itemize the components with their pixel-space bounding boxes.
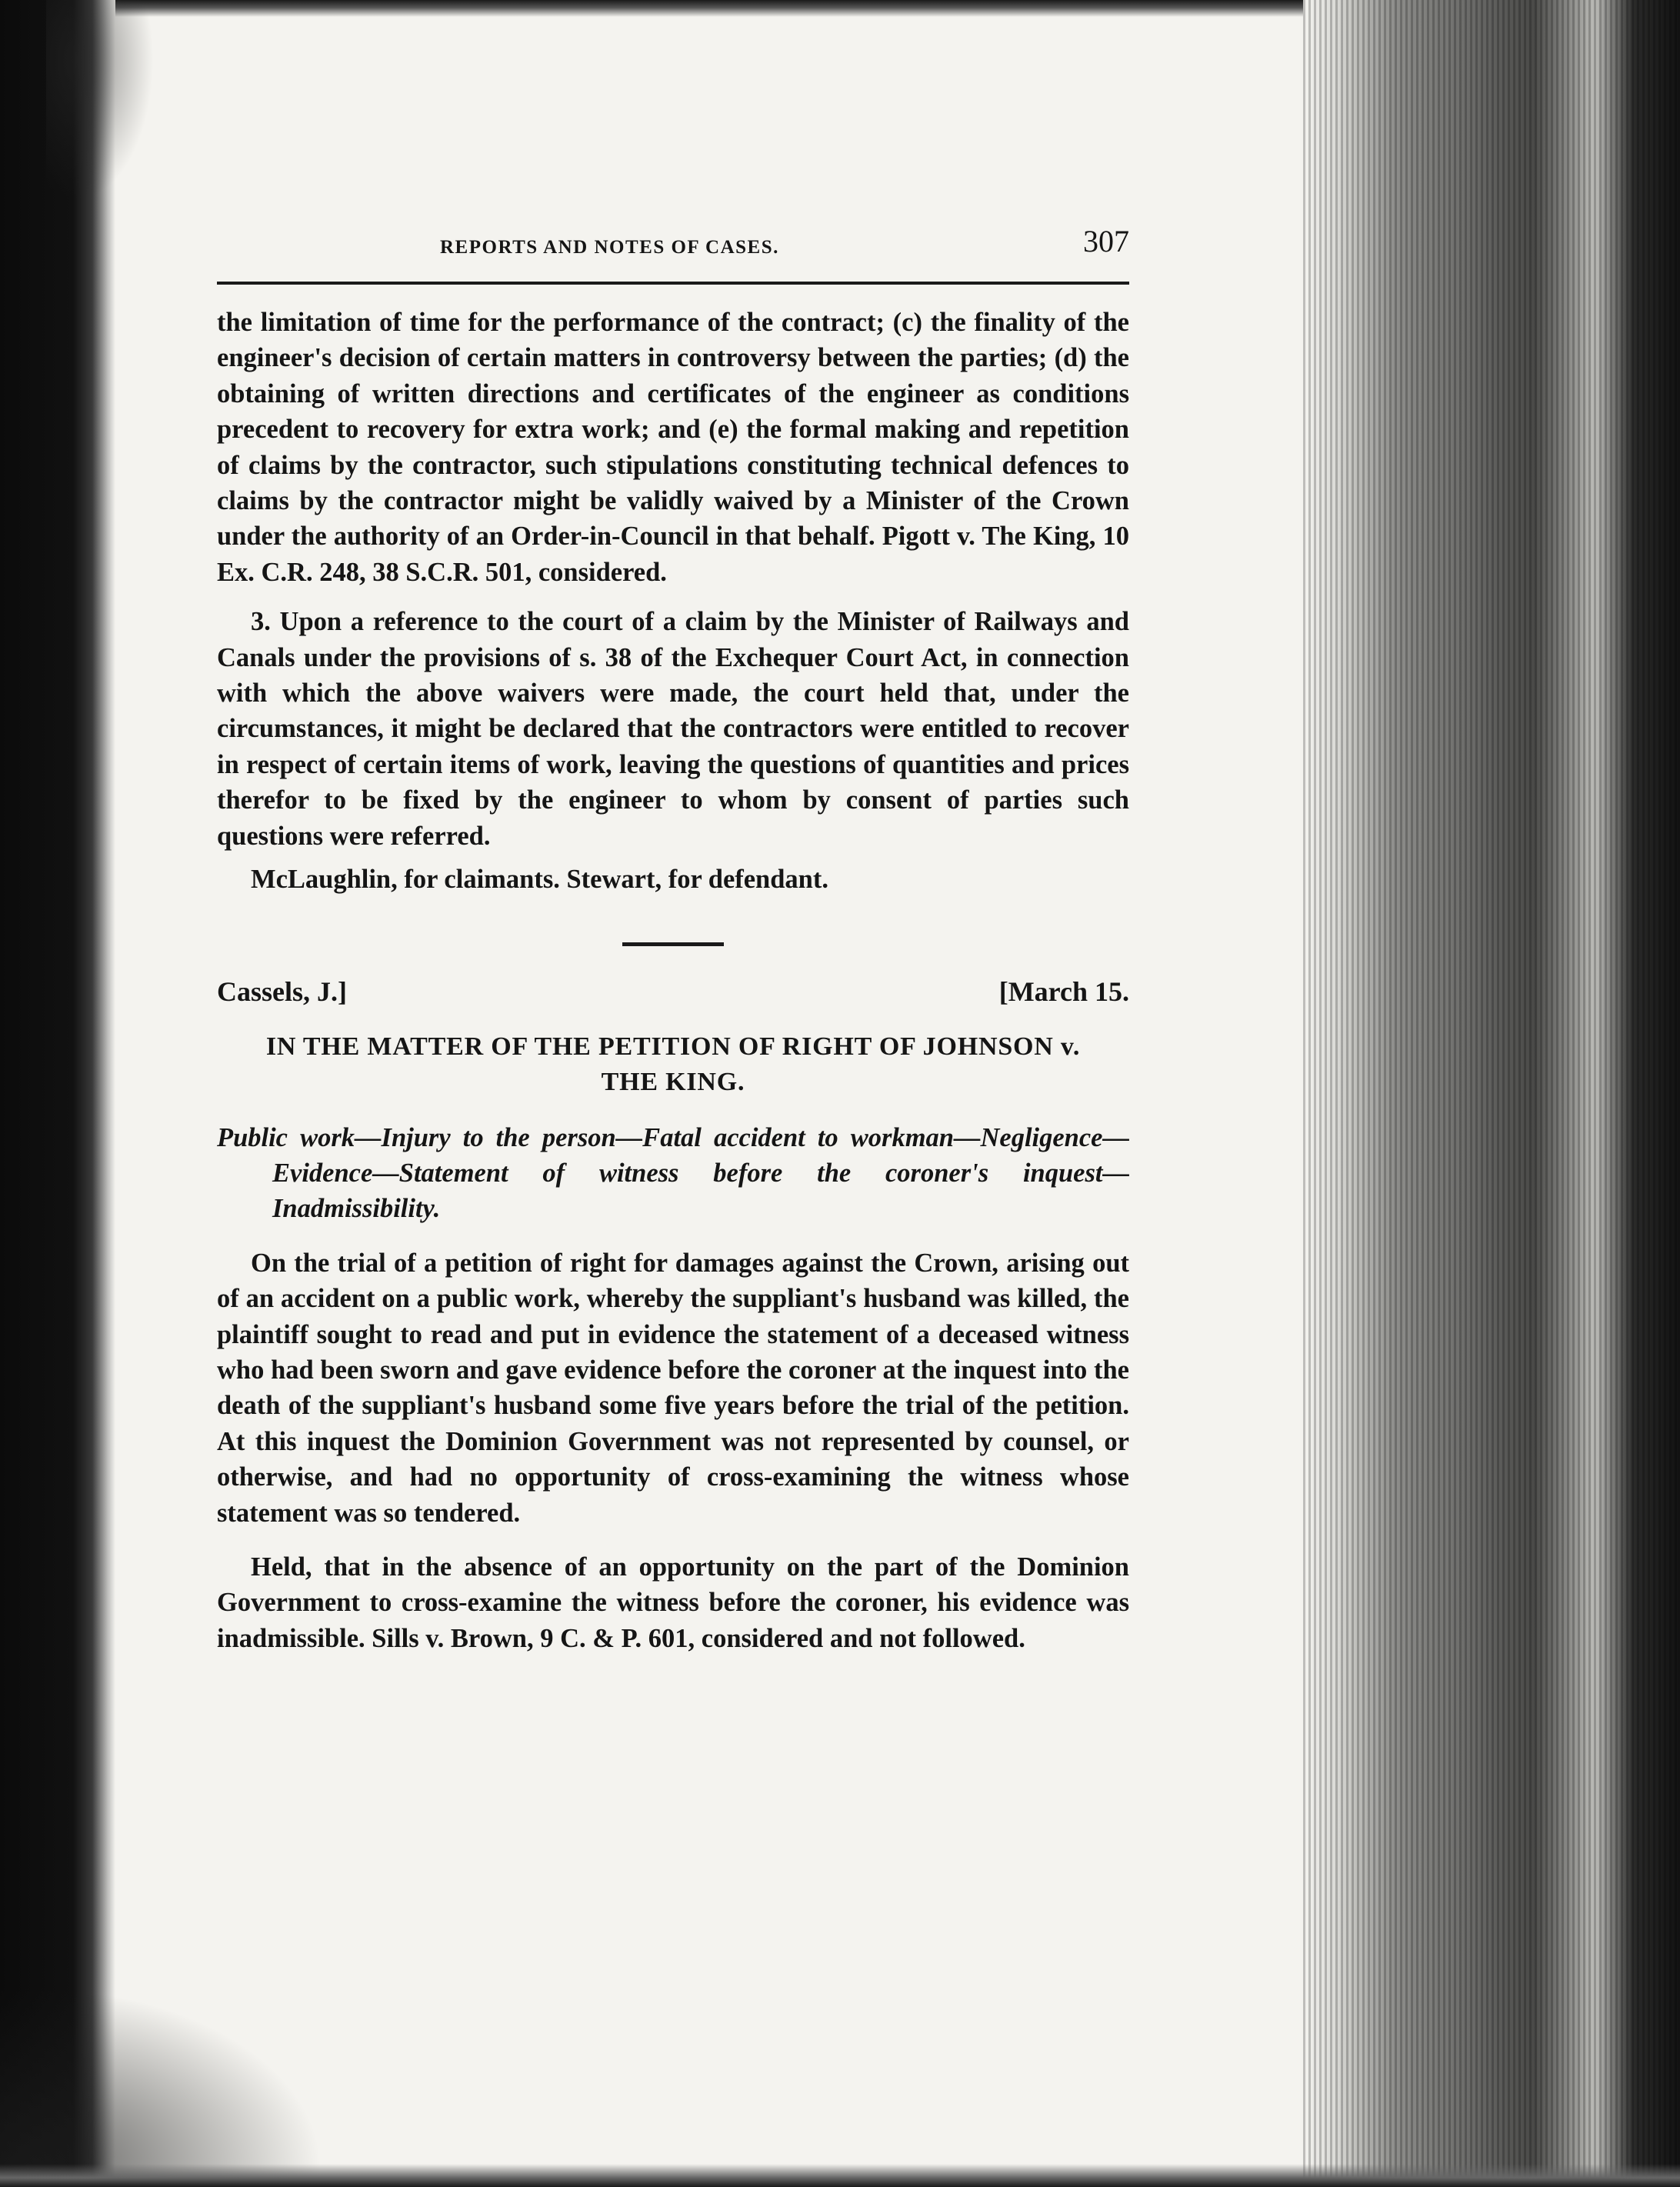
scan-noise (0, 1987, 323, 2187)
scan-border-left (0, 0, 115, 2187)
catchwords: Public work—Injury to the person—Fatal accident to workman—Negligence—Evidence—Statement of witness before the coroner's inquest—Inadmissibility. (217, 1122, 1129, 1224)
page-header (217, 223, 1129, 268)
section-separator (622, 942, 724, 946)
page-number: 307 (1083, 224, 1129, 258)
scan-noise (46, 0, 154, 200)
scan-border-right (1303, 0, 1680, 2187)
paragraph-held: Held, that in the absence of an opportunity on the part of the Dominion Government to cross-examine the witness before the coroner, his evidence was inadmissible. Sills v. Brown, 9 C. & P. 601, considered and not followed. (217, 1552, 1129, 1653)
decision-date: [March 15. (998, 975, 1129, 1007)
running-head: REPORTS AND NOTES OF CASES. (440, 237, 779, 258)
case-title (217, 1029, 1129, 1100)
scan-border-bottom (0, 2164, 1680, 2187)
page-content (217, 223, 1129, 1656)
paragraph-facts: On the trial of a petition of right for damages against the Crown, arising out of an accident on a public work, whereby the suppliant's husband was killed, the plaintiff sought to read and put in evidence the statement of a deceased witness who had been sworn and gave evidence before the coroner at the inquest into the death of the suppliant's husband some five years before the trial of the petition. At this inquest the Dominion Government was not represented by counsel, or otherwise, and had no opportunity of cross-examining the witness whose statement was so tendered. (217, 1248, 1129, 1528)
paragraph-continuation: the limitation of time for the performance of the contract; (c) the finality of the engineer's decision of certain matters in controversy between the parties; (d) the obtaining of written directions and certificates of the engineer as conditions precedent to recovery for extra work; and (e) the formal making and repetition of claims by the contractor, such stipulations constituting technical defences to claims by the contractor might be validly waived by a Minister of the Crown under the authority of an Order-in-Council in that behalf. Pigott v. The King, 10 Ex. C.R. 248, 38 S.C.R. 501, considered. (217, 308, 1129, 587)
paragraph-holding-3: 3. Upon a reference to the court of a claim by the Minister of Railways and Canals under the provisions of s. 38 of the Exchequer Court Act, in connection with which the above waivers were made, the court held that, under the circumstances, it might be declared that the contractors were entitled to recover in respect of certain items of work, leaving the questions of quantities and prices therefor to be fixed by the engineer to whom by consent of parties such questions were referred. (217, 607, 1129, 851)
case-judge-date-line (217, 975, 1129, 1014)
case-title-line: THE KING. (601, 1067, 745, 1096)
case-title-line: IN THE MATTER OF THE PETITION OF RIGHT OF JOHNSON v. (265, 1032, 1081, 1061)
judge-name: Cassels, J.] (217, 975, 347, 1007)
counsel-line: McLaughlin, for claimants. Stewart, for defendant. (251, 865, 828, 895)
header-rule (217, 282, 1129, 285)
